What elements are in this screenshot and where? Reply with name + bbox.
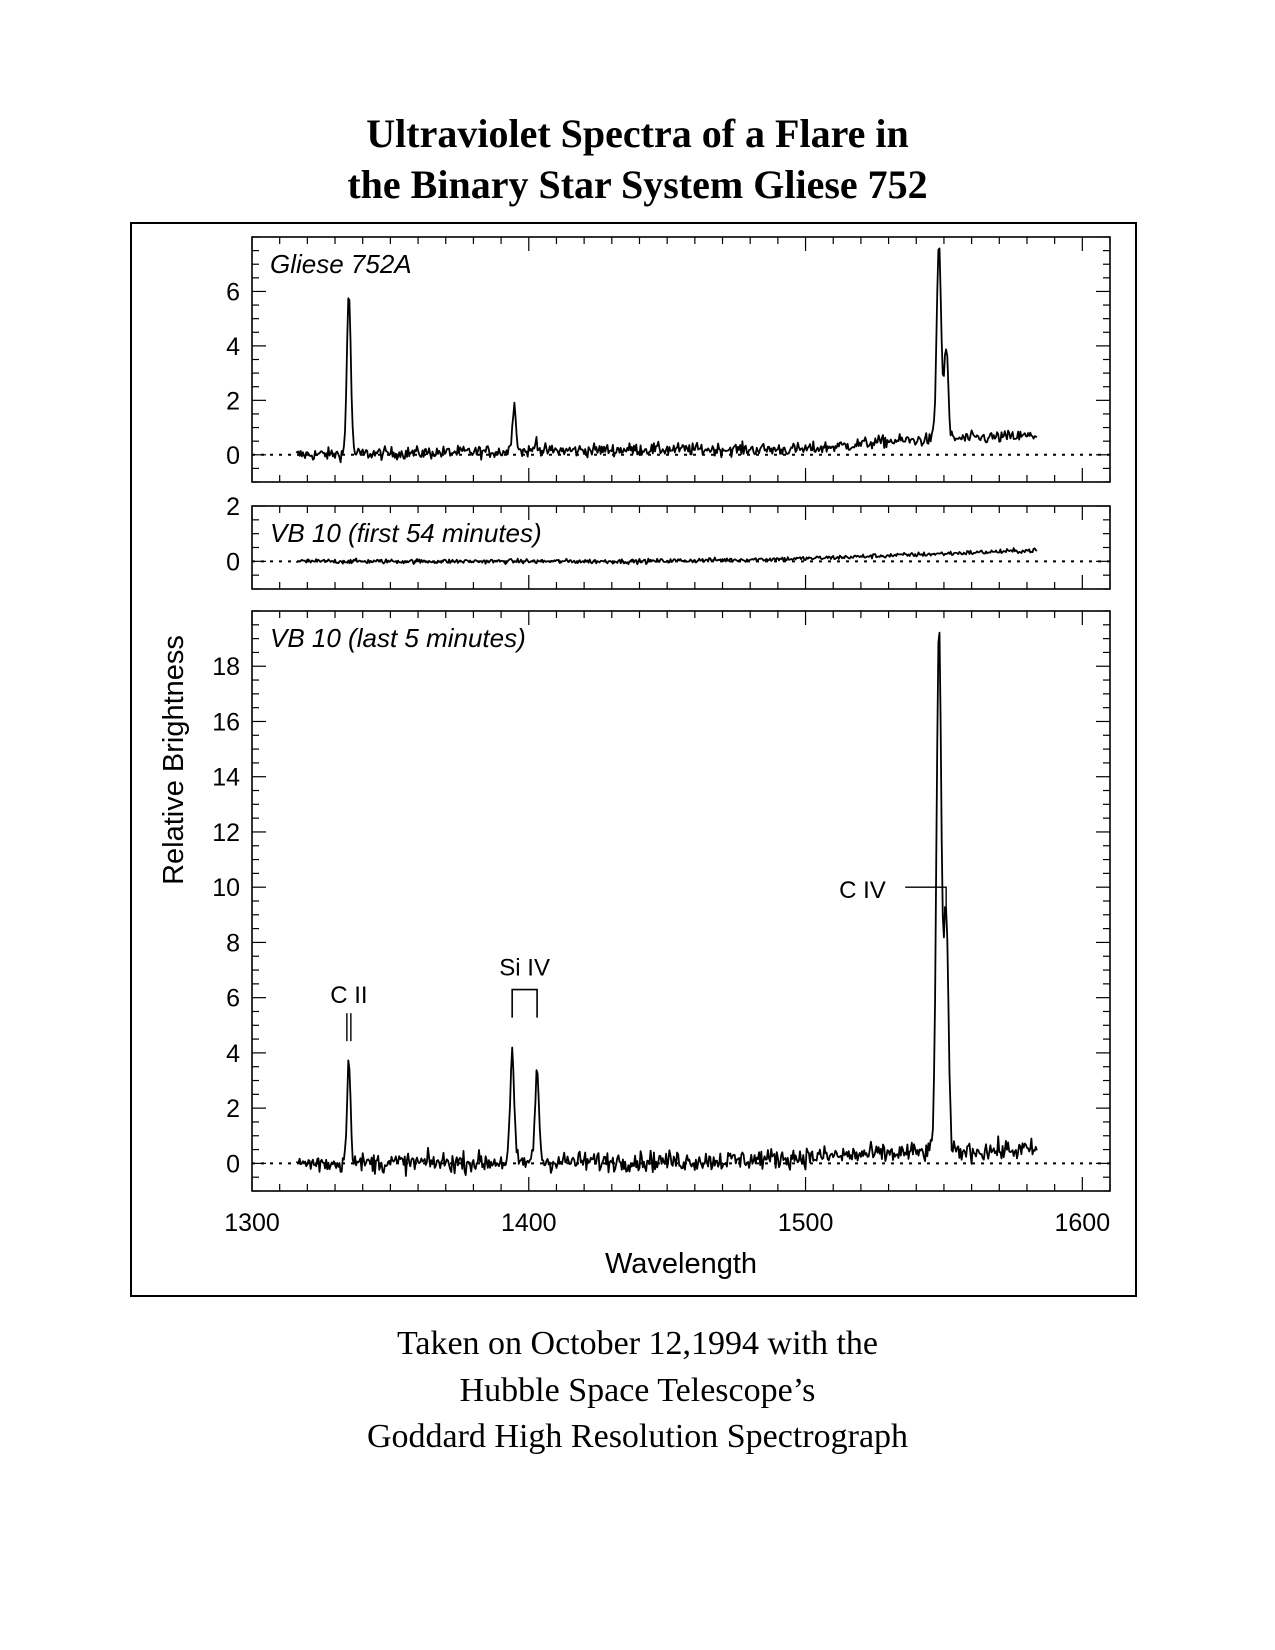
chart-title-line-1: Ultraviolet Spectra of a Flare in — [366, 111, 909, 156]
y-tick-label: 14 — [212, 763, 240, 792]
x-tick-label: 1300 — [224, 1209, 280, 1237]
chart-title-line-2: the Binary Star System Gliese 752 — [347, 162, 928, 207]
panel-label: VB 10 (first 54 minutes) — [270, 518, 542, 548]
y-tick-label: 6 — [226, 984, 240, 1013]
panel-3 — [212, 611, 1110, 1237]
x-axis-label: Wavelength — [604, 1248, 758, 1280]
y-tick-label: 6 — [226, 278, 240, 307]
x-tick-label: 1500 — [777, 1209, 834, 1237]
y-tick-label: 8 — [226, 929, 240, 958]
caption-line-1: Taken on October 12,1994 with the — [396, 1325, 879, 1362]
spectrum-line — [296, 548, 1037, 564]
y-tick-label: 16 — [212, 708, 240, 737]
caption-line-2: Hubble Space Telescope’s — [459, 1372, 816, 1409]
panel-box — [252, 611, 1110, 1191]
y-axis-label: Relative Brightness — [158, 635, 190, 885]
line-id-label: C II — [330, 982, 368, 1010]
y-tick-label: 0 — [226, 441, 240, 470]
y-tick-label: 0 — [226, 1150, 240, 1179]
y-tick-label: 4 — [226, 332, 240, 361]
x-tick-label: 1600 — [1054, 1209, 1111, 1237]
line-id-bracket — [512, 990, 537, 1018]
line-id-label: Si IV — [499, 954, 550, 982]
spectrum-line — [296, 248, 1037, 462]
panel-1 — [226, 237, 1110, 482]
y-tick-label: 10 — [212, 874, 240, 903]
panel-label: VB 10 (last 5 minutes) — [270, 623, 526, 653]
line-id-label: C IV — [839, 877, 886, 905]
x-tick-label: 1400 — [500, 1209, 557, 1237]
y-tick-label: 2 — [226, 387, 240, 416]
caption-line-3: Goddard High Resolution Spectrograph — [366, 1418, 909, 1455]
y-tick-label: 2 — [226, 493, 240, 521]
y-tick-label: 2 — [226, 1095, 240, 1124]
spectrum-line — [296, 633, 1037, 1176]
panel-label: Gliese 752A — [270, 249, 412, 279]
panel-2 — [226, 493, 1110, 589]
y-tick-label: 12 — [212, 818, 240, 847]
y-tick-label: 18 — [212, 653, 240, 682]
y-tick-label: 0 — [226, 548, 240, 577]
y-tick-label: 4 — [226, 1039, 240, 1068]
